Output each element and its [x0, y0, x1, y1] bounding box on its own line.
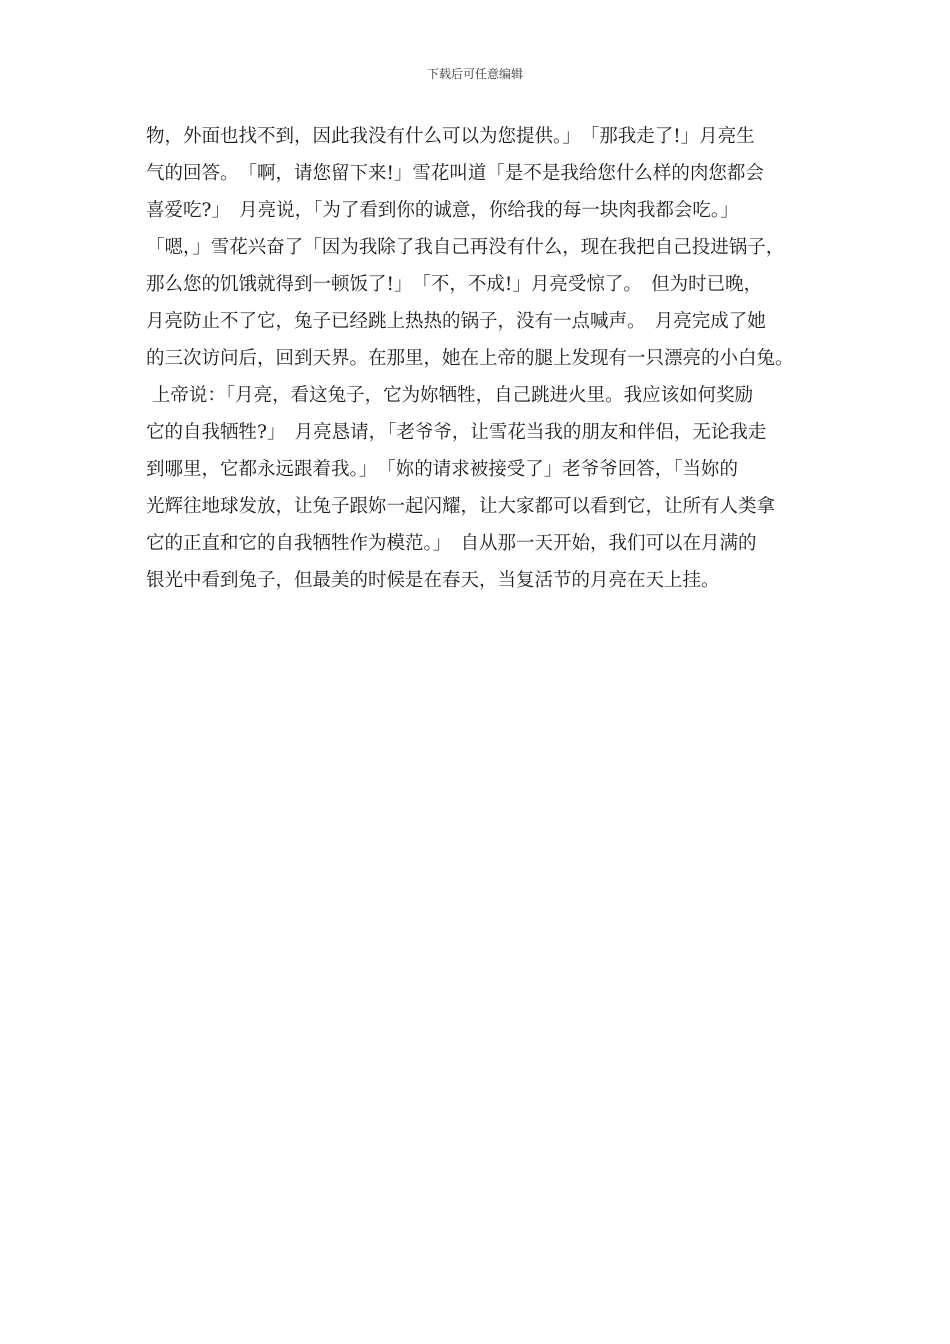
text-line: 喜爱吃?」 月亮说，「为了看到你的诚意，你给我的每一块肉我都会吃。」 — [146, 200, 739, 221]
text-line: 物，外面也找不到，因此我没有什么可以为您提供。」 「那我走了!」月亮生 — [146, 126, 755, 147]
text-line: 光辉往地球发放，让兔子跟妳一起闪耀，让大家都可以看到它，让所有人类拿 — [146, 496, 776, 517]
text-line: 银光中看到兔子，但最美的时候是在春天，当复活节的月亮在天上挂。 — [146, 570, 720, 591]
text-line: 到哪里，它都永远跟着我。」 「妳的请求被接受了」老爷爷回答，「当妳的 — [146, 459, 739, 480]
text-line: 上帝说：「月亮，看这兔子，它为妳牺牲，自己跳进火里。我应该如何奖励 — [146, 385, 754, 406]
body-text — [146, 118, 814, 599]
text-line: 它的自我牺牲?」 月亮恳请，「老爷爷，让雪花当我的朋友和伴侣，无论我走 — [146, 422, 767, 443]
text-line: 「嗯，」雪花兴奋了「因为我除了我自己再没有什么，现在我把自己投进锅子， — [146, 237, 785, 258]
text-line: 那么您的饥饿就得到一顿饭了!」 「不，不成!」月亮受惊了。 但为时已晚， — [146, 274, 763, 295]
text-line: 它的正直和它的自我牺牲作为模范。」 自从那一天开始，我们可以在月满的 — [146, 533, 757, 554]
text-line: 月亮防止不了它，兔子已经跳上热热的锅子，没有一点喊声。 月亮完成了她 — [146, 311, 766, 332]
text-line: 气的回答。 「啊，请您留下来!」雪花叫道「是不是我给您什么样的肉您都会 — [146, 163, 764, 184]
page-header: 下载后可任意编辑 — [426, 67, 523, 81]
text-line: 的三次访问后，回到天界。在那里，她在上帝的腿上发现有一只漂亮的小白兔。 — [146, 348, 794, 369]
